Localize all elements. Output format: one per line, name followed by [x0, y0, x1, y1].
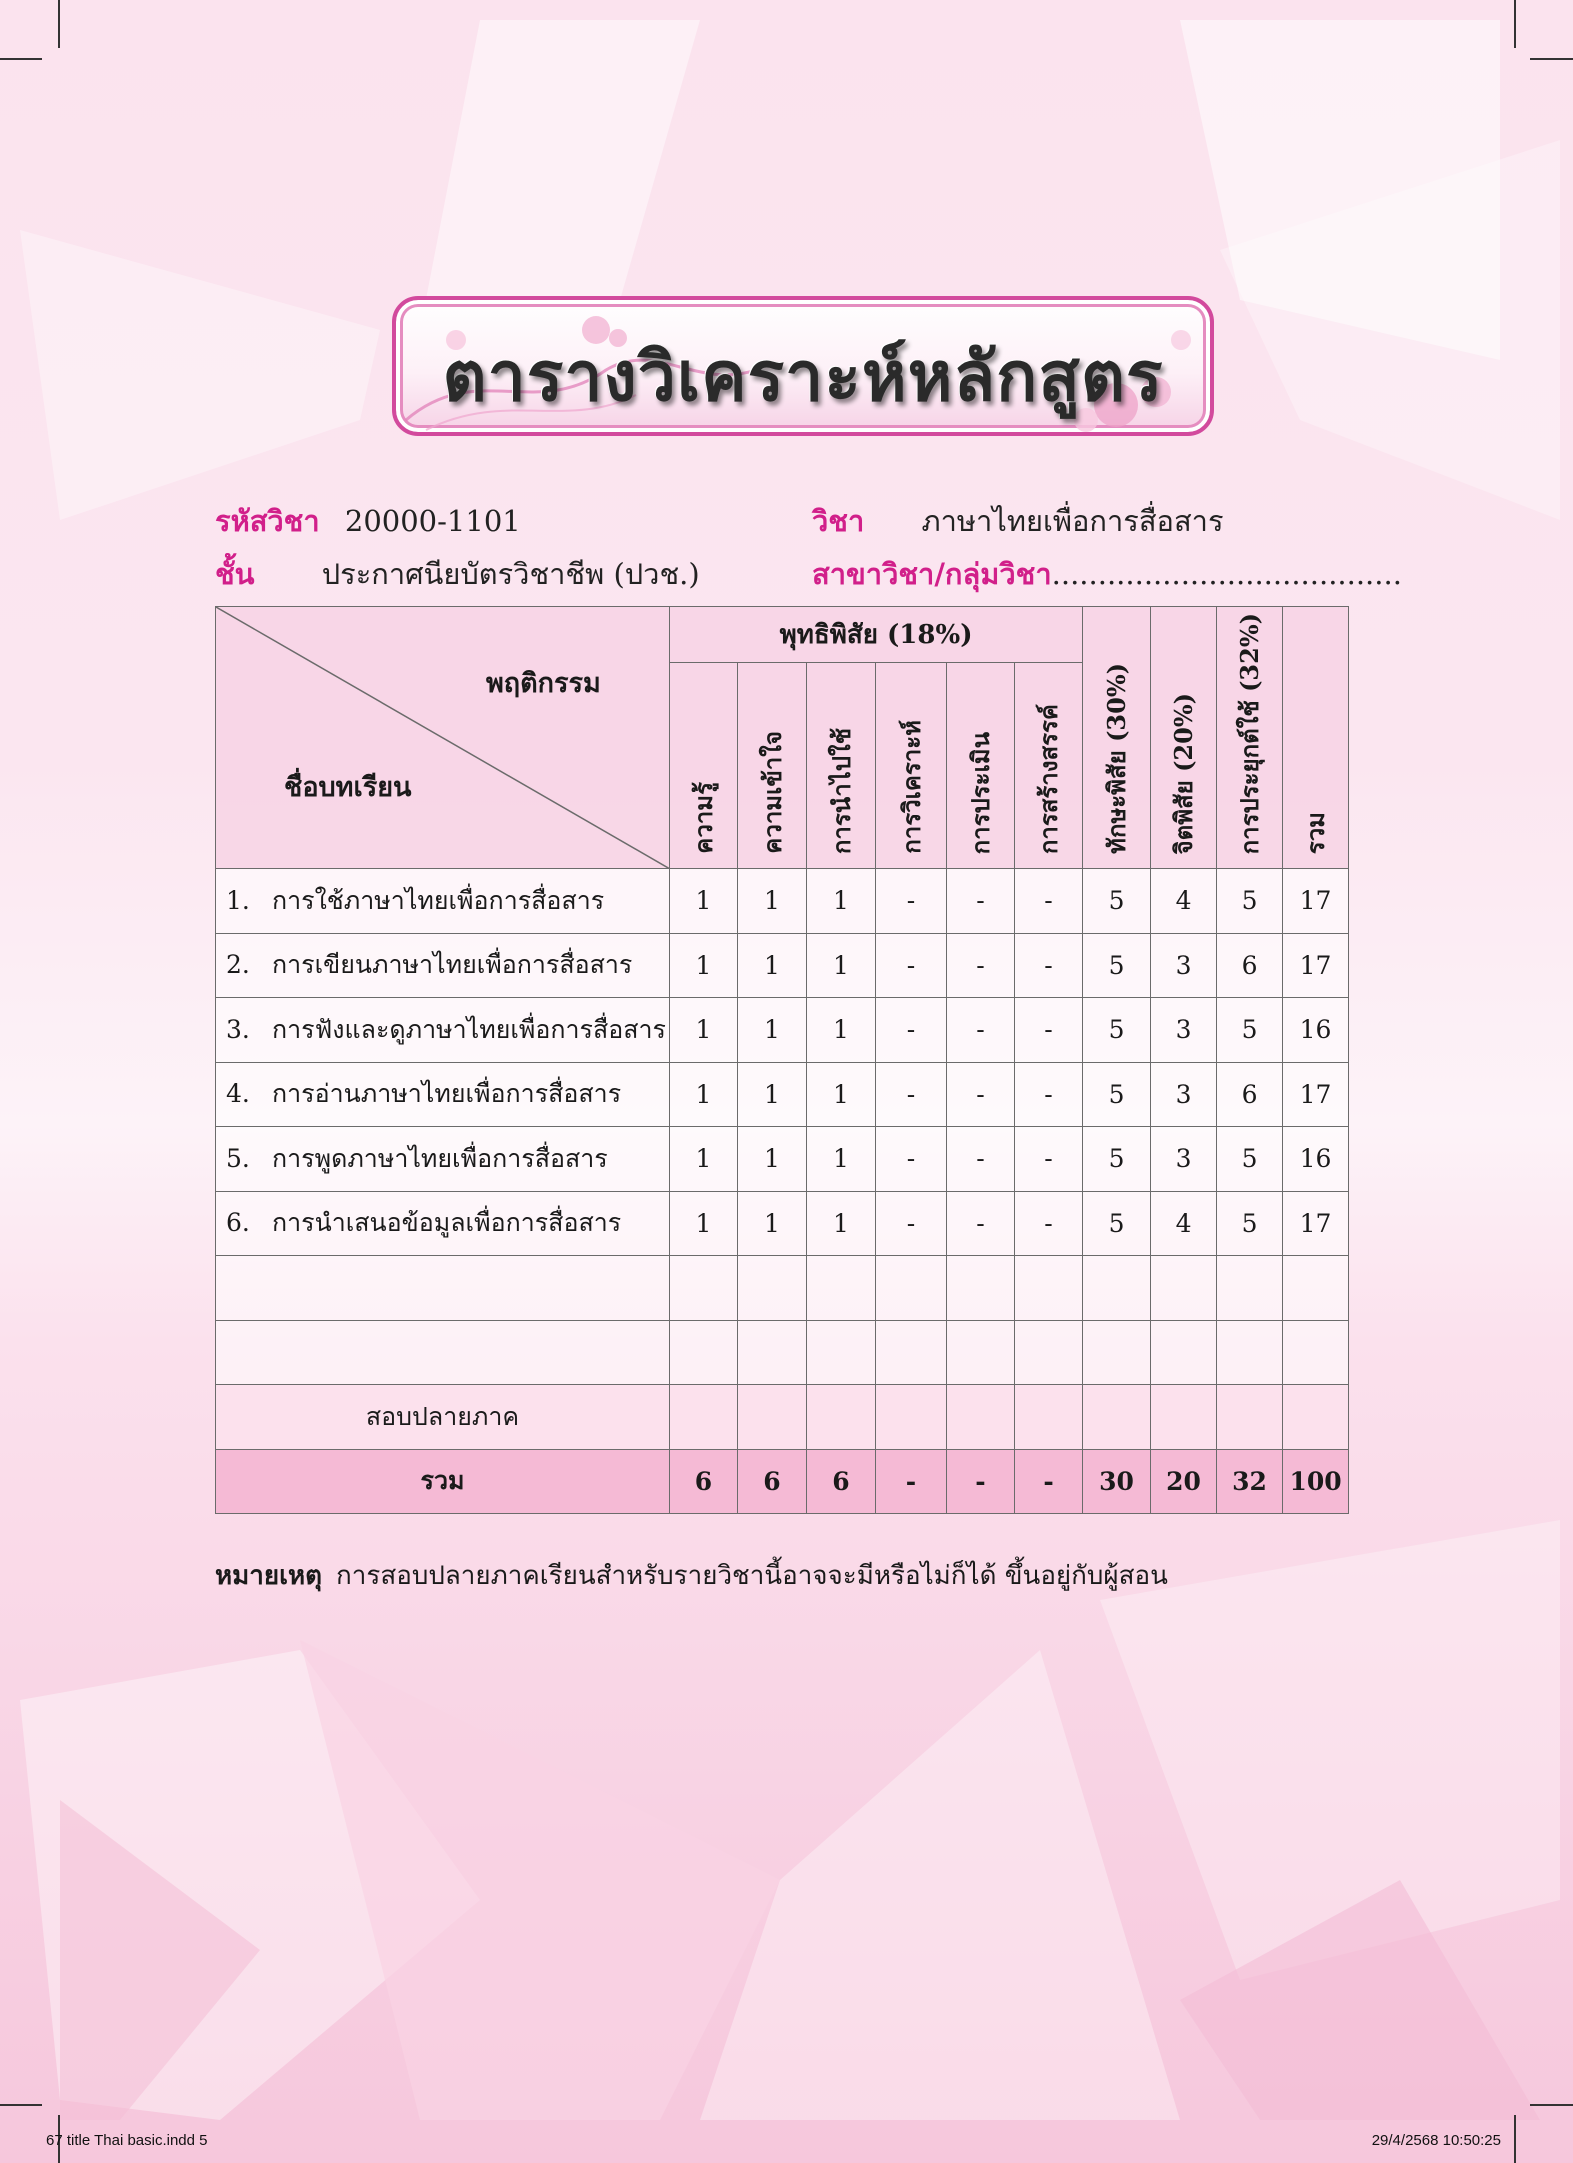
col-header-apply: การนำไปใช้ — [807, 663, 876, 869]
behavior-label: พฤติกรรม — [486, 668, 601, 699]
col-header-evaluation: การประเมิน — [947, 663, 1015, 869]
empty-cell — [1151, 1385, 1217, 1450]
empty-cell — [216, 1320, 670, 1385]
col-header-knowledge: ความรู้ — [670, 663, 738, 869]
lesson-name: 5. การพูดภาษาไทยเพื่อการสื่อสาร — [216, 1127, 670, 1192]
final-exam-row — [216, 1385, 1349, 1450]
lesson-name: 4. การอ่านภาษาไทยเพื่อการสื่อสาร — [216, 1062, 670, 1127]
crop-mark — [58, 0, 60, 48]
cell-value: 1 — [670, 933, 738, 998]
cell-value: 17 — [1283, 1062, 1349, 1127]
cell-value: 5 — [1083, 869, 1151, 934]
total-value: - — [947, 1449, 1015, 1514]
lesson-name: 6. การนำเสนอข้อมูลเพื่อการสื่อสาร — [216, 1191, 670, 1256]
total-value: 32 — [1217, 1449, 1283, 1514]
total-value: 6 — [738, 1449, 807, 1514]
cell-value: 1 — [807, 998, 876, 1063]
cell-value: 5 — [1083, 998, 1151, 1063]
empty-cell — [1217, 1320, 1283, 1385]
total-value: - — [1015, 1449, 1083, 1514]
cell-value: - — [1015, 1127, 1083, 1192]
footer-datetime: 29/4/2568 10:50:25 — [1371, 2132, 1501, 2149]
table-row — [216, 1191, 1349, 1256]
empty-cell — [670, 1256, 738, 1321]
course-level — [215, 551, 700, 597]
cell-value: - — [876, 1127, 947, 1192]
table-row — [216, 1127, 1349, 1192]
cell-value: - — [947, 933, 1015, 998]
col-header-analysis: การวิเคราะห์ — [876, 663, 947, 869]
cell-value: 3 — [1151, 933, 1217, 998]
cell-value: 1 — [670, 1191, 738, 1256]
cell-value: - — [947, 998, 1015, 1063]
cell-value: 6 — [1217, 1062, 1283, 1127]
total-value: - — [876, 1449, 947, 1514]
cell-value: 17 — [1283, 933, 1349, 998]
course-subject-label: วิชา — [812, 504, 865, 538]
cell-value: 6 — [1217, 933, 1283, 998]
empty-cell — [1151, 1320, 1217, 1385]
empty-cell — [947, 1385, 1015, 1450]
col-header-affective: จิตพิสัย (20%) — [1151, 607, 1217, 869]
cell-value: 4 — [1151, 869, 1217, 934]
cell-value: 5 — [1083, 1127, 1151, 1192]
total-value: 30 — [1083, 1449, 1151, 1514]
cell-value: 4 — [1151, 1191, 1217, 1256]
course-field-label: สาขาวิชา/กลุ่มวิชา — [812, 557, 1052, 591]
empty-cell — [1083, 1256, 1151, 1321]
cell-value: - — [876, 1191, 947, 1256]
cell-value: 5 — [1217, 869, 1283, 934]
crop-mark — [1530, 58, 1573, 60]
empty-cell — [876, 1320, 947, 1385]
empty-cell — [1283, 1385, 1349, 1450]
cell-value: 16 — [1283, 998, 1349, 1063]
empty-cell — [1015, 1320, 1083, 1385]
empty-cell — [876, 1385, 947, 1450]
cell-value: 3 — [1151, 1127, 1217, 1192]
empty-cell — [807, 1320, 876, 1385]
cell-value: 5 — [1217, 1127, 1283, 1192]
cell-value: 5 — [1217, 998, 1283, 1063]
note — [215, 1555, 1168, 1596]
cell-value: 1 — [738, 1062, 807, 1127]
empty-cell — [1015, 1385, 1083, 1450]
cell-value: - — [1015, 1191, 1083, 1256]
total-row — [216, 1449, 1349, 1514]
lesson-name-label: ชื่อบทเรียน — [284, 772, 412, 803]
empty-cell — [807, 1385, 876, 1450]
cell-value: 1 — [738, 933, 807, 998]
cell-value: - — [947, 1127, 1015, 1192]
cell-value: 1 — [807, 869, 876, 934]
cell-value: 1 — [807, 933, 876, 998]
course-code-label: รหัสวิชา — [215, 504, 320, 538]
col-header-comprehension: ความเข้าใจ — [738, 663, 807, 869]
empty-cell — [1283, 1256, 1349, 1321]
col-header-psychomotor: ทักษะพิสัย (30%) — [1083, 607, 1151, 869]
cell-value: 1 — [670, 1127, 738, 1192]
cell-value: - — [876, 998, 947, 1063]
cell-value: 1 — [738, 998, 807, 1063]
course-field — [812, 551, 1402, 597]
empty-cell — [1217, 1256, 1283, 1321]
title-banner — [392, 296, 1214, 436]
crop-mark — [0, 2104, 42, 2106]
empty-cell — [670, 1320, 738, 1385]
cell-value: 5 — [1083, 1062, 1151, 1127]
empty-cell — [216, 1256, 670, 1321]
empty-cell — [876, 1256, 947, 1321]
course-code — [215, 498, 521, 544]
course-level-label: ชั้น — [215, 557, 255, 591]
cell-value: 5 — [1217, 1191, 1283, 1256]
cell-value: - — [947, 869, 1015, 934]
total-value: 6 — [807, 1449, 876, 1514]
lesson-name: 2. การเขียนภาษาไทยเพื่อการสื่อสาร — [216, 933, 670, 998]
crop-mark — [0, 58, 42, 60]
crop-mark — [1530, 2104, 1573, 2106]
col-header-total: รวม — [1283, 607, 1349, 869]
cell-value: - — [876, 933, 947, 998]
course-level-value: ประกาศนียบัตรวิชาชีพ (ปวช.) — [321, 557, 700, 591]
total-value: 20 — [1151, 1449, 1217, 1514]
cell-value: 5 — [1083, 1191, 1151, 1256]
cell-value: 1 — [738, 869, 807, 934]
crop-mark — [1514, 2115, 1516, 2163]
cognitive-group-header: พุทธิพิสัย (18%) — [670, 607, 1083, 663]
empty-cell — [1083, 1385, 1151, 1450]
cell-value: 3 — [1151, 998, 1217, 1063]
table-row — [216, 869, 1349, 934]
empty-cell — [738, 1385, 807, 1450]
cell-value: 1 — [807, 1191, 876, 1256]
final-exam-label: สอบปลายภาค — [216, 1385, 670, 1450]
page-title: ตารางวิเคราะห์หลักสูตร — [442, 338, 1164, 417]
cell-value: 16 — [1283, 1127, 1349, 1192]
cell-value: - — [947, 1062, 1015, 1127]
cell-value: - — [876, 1062, 947, 1127]
cell-value: 1 — [670, 1062, 738, 1127]
empty-cell — [947, 1320, 1015, 1385]
cell-value: - — [1015, 998, 1083, 1063]
cell-value: - — [1015, 933, 1083, 998]
cell-value: 1 — [807, 1062, 876, 1127]
empty-cell — [738, 1320, 807, 1385]
empty-cell — [807, 1256, 876, 1321]
footer-file: 67 title Thai basic.indd 5 — [46, 2132, 208, 2149]
cell-value: 1 — [738, 1191, 807, 1256]
empty-cell — [738, 1256, 807, 1321]
course-field-value: ...................................... — [1051, 557, 1402, 591]
cell-value: 1 — [738, 1127, 807, 1192]
diagonal-line — [216, 607, 670, 869]
empty-cell — [947, 1256, 1015, 1321]
cell-value: - — [1015, 1062, 1083, 1127]
note-label: หมายเหตุ — [215, 1561, 323, 1591]
empty-cell — [1217, 1385, 1283, 1450]
corner-header — [216, 607, 670, 869]
empty-cell — [1015, 1256, 1083, 1321]
table-row — [216, 998, 1349, 1063]
empty-cell — [670, 1385, 738, 1450]
table-row — [216, 1062, 1349, 1127]
note-text: การสอบปลายภาคเรียนสำหรับรายวิชานี้อาจจะมีหรือไม่ก็ได้ ขึ้นอยู่กับผู้สอน — [336, 1561, 1168, 1591]
cell-value: 17 — [1283, 1191, 1349, 1256]
cell-value: 1 — [807, 1127, 876, 1192]
empty-cell — [1083, 1320, 1151, 1385]
empty-cell — [1283, 1320, 1349, 1385]
empty-row — [216, 1256, 1349, 1321]
lesson-name: 3. การฟังและดูภาษาไทยเพื่อการสื่อสาร — [216, 998, 670, 1063]
curriculum-analysis-table — [215, 606, 1348, 1514]
empty-cell — [1151, 1256, 1217, 1321]
table-row — [216, 933, 1349, 998]
col-header-application: การประยุกต์ใช้ (32%) — [1217, 607, 1283, 869]
empty-row — [216, 1320, 1349, 1385]
cell-value: - — [876, 869, 947, 934]
cell-value: - — [1015, 869, 1083, 934]
col-header-creation: การสร้างสรรค์ — [1015, 663, 1083, 869]
cell-value: 1 — [670, 998, 738, 1063]
total-label: รวม — [216, 1449, 670, 1514]
course-subject-value: ภาษาไทยเพื่อการสื่อสาร — [921, 504, 1224, 538]
lesson-name: 1. การใช้ภาษาไทยเพื่อการสื่อสาร — [216, 869, 670, 934]
course-subject — [812, 498, 1224, 544]
cell-value: 5 — [1083, 933, 1151, 998]
course-code-value: 20000-1101 — [344, 504, 521, 538]
cell-value: - — [947, 1191, 1015, 1256]
cell-value: 17 — [1283, 869, 1349, 934]
total-value: 6 — [670, 1449, 738, 1514]
cell-value: 1 — [670, 869, 738, 934]
cell-value: 3 — [1151, 1062, 1217, 1127]
crop-mark — [1514, 0, 1516, 48]
total-value: 100 — [1283, 1449, 1349, 1514]
